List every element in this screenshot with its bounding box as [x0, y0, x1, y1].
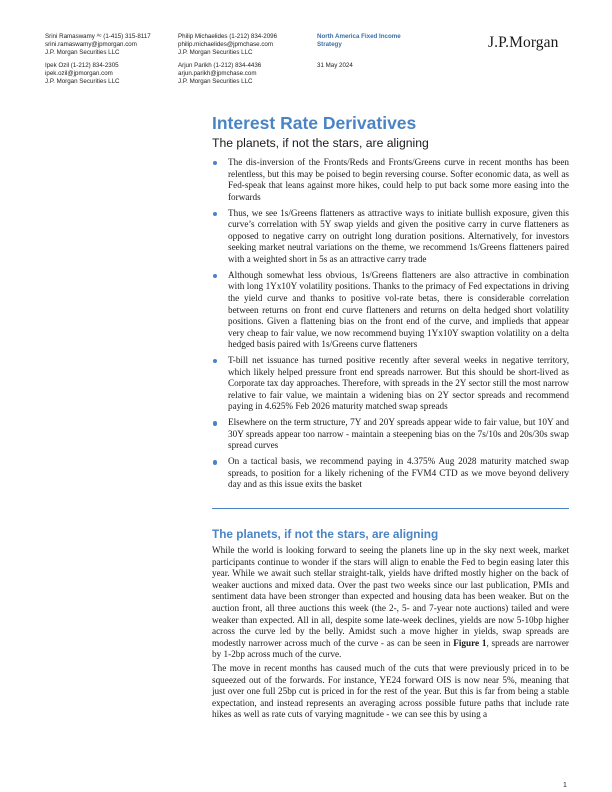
bullet-dot-icon — [213, 359, 217, 363]
author-block-left — [45, 33, 175, 87]
bullet-text: Although somewhat less obvious, 1s/Greens flatteners are also attractive in combination with long 1Yx10Y volatility positions. Thanks to the primacy of Fed expectations in driving the yield curve and thanks to positive vol-rate betas, there is considerable correlation between returns on front end curve flatteners and returns on delta hedged short volatility positions. Given a flattening bias on the front end of the curve, and implieds that appear very cheap to fair value, we now recommend buying 1Yx10Y swaption volatility on a delta hedged basis paired with 1s/Greens curve flatteners — [228, 269, 569, 350]
author-name-phone: Ipek Ozil (1-212) 834-2305 — [45, 62, 119, 70]
bullet-dot-icon — [213, 421, 217, 425]
publication-block — [317, 33, 447, 70]
figure-reference-link[interactable]: Figure 1 — [453, 637, 487, 648]
section-divider — [212, 508, 569, 509]
author-firm: J.P. Morgan Securities LLC — [178, 49, 253, 57]
summary-bullet — [212, 355, 569, 413]
jpmorgan-logo: J.P.Morgan — [488, 34, 559, 51]
publication-date: 31 May 2024 — [317, 62, 353, 70]
author-email[interactable]: srini.ramaswamy@jpmorgan.com — [45, 41, 137, 49]
bullet-text: Thus, we see 1s/Greens flatteners as attractive ways to initiate bullish exposure, given this curve’s correlation with 5Y swap yields and given the positive carry in curve flatteners as opposed to negative carry on outright long duration positions. Alternatively, for investors seeking market neutral variations on the theme, we recommend 1s/Greens flatteners paired with a weighted short in 5s as an attractive carry trade — [228, 207, 569, 264]
author-email[interactable]: philip.michaelides@jpmchase.com — [178, 41, 274, 49]
report-subtitle: The planets, if not the stars, are aligning — [212, 136, 429, 150]
bullet-text: On a tactical basis, we recommend paying in 4.375% Aug 2028 maturity matched swap spreads, to position for a likely richening of the FVM4 CTD as we move beyond delivery day and as this issue exits the basket — [228, 456, 569, 490]
bullet-text: Elsewhere on the term structure, 7Y and 20Y spreads appear wide to fair value, but 10Y and 30Y spreads appear too narrow - maintain a steepening bias on the 7s/10s and 20s/30s swap spread curves — [228, 417, 569, 451]
author-block-middle — [178, 33, 318, 87]
bullet-text: T-bill net issuance has turned positive recently after several weeks in negative territory, which likely helped pressure front end spreads narrower. But this should be short-lived as Corporate tax day approaches. Therefore, with spreads in the 2Y sector still the most narrow relative to fair value, we maintain a widening bias on 2Y sector spreads and recommend paying in 4.625% Feb 2026 maturity matched swap spreads — [228, 355, 569, 412]
summary-bullet — [212, 417, 569, 452]
summary-bullet — [212, 157, 569, 203]
author-firm: J.P. Morgan Securities LLC — [178, 78, 253, 86]
body-paragraph: The move in recent months has caused much of the cuts that were previously priced in to be squeezed out of the forwards. For instance, YE24 forward OIS is now near 5%, meaning that just over one full 25bp cut is priced in for the rest of the year. But this is far from being a stable expectation, and instead represents an averaging across possible future paths that include rate hikes as well as rate cuts of varying magnitude - we can see this by using a — [212, 663, 569, 720]
summary-bullet — [212, 456, 569, 491]
author-firm: J.P. Morgan Securities LLC — [45, 49, 120, 57]
author-name-phone: Srini Ramaswamy ᴬᶜ (1-415) 315-8117 — [45, 33, 151, 40]
section-heading: The planets, if not the stars, are aligning — [212, 527, 439, 541]
summary-bullet — [212, 270, 569, 351]
bullet-dot-icon — [213, 460, 217, 464]
bullet-dot-icon — [213, 274, 217, 278]
publication-name-cont: Strategy — [317, 41, 342, 49]
summary-bullets — [212, 157, 569, 495]
summary-bullet — [212, 208, 569, 266]
author-firm: J.P. Morgan Securities LLC — [45, 78, 120, 86]
publication-name: North America Fixed Income — [317, 33, 401, 40]
bullet-dot-icon — [213, 212, 217, 216]
author-email[interactable]: arjun.parikh@jpmchase.com — [178, 70, 257, 78]
report-title: Interest Rate Derivatives — [212, 113, 417, 133]
author-name-phone: Arjun Parikh (1-212) 834-4436 — [178, 62, 262, 70]
bullet-dot-icon — [213, 161, 217, 165]
body-paragraph — [212, 545, 569, 661]
paragraph-text: While the world is looking forward to seeing the planets line up in the sky next week, market participants continue to wonder if the stars will align to enable the Fed to begin easing later this year. While we await such stellar straight-talk, yields have drifted mostly higher on the back of weaker auctions and mixed data. Over the past two weeks since our last publication, PMIs and sentiment data have been stronger than expected and housing data has been weaker. But on the auction front, all three auctions this week (the 2-, 5- and 7-year note auctions) tailed and were weaker than expected. All in all, despite some late-week declines, yields are now 5-10bp higher across the curve led by the belly. Amidst such a move higher in yields, swap spreads are modestly narrower across much of the curve - as can be seen in — [212, 545, 569, 648]
author-email[interactable]: ipek.ozil@jpmorgan.com — [45, 70, 113, 78]
bullet-text: The dis-inversion of the Fronts/Reds and Fronts/Greens curve in recent months has been relentless, but this may be poised to begin reversing course. Softer economic data, as well as Fed-speak that leans against more hikes, could help to put back some more easing into the forwards — [228, 157, 569, 202]
page-number: 1 — [563, 782, 567, 789]
paragraph-text-cont: , spreads are narrower by 1-2bp across much of the curve. — [212, 637, 569, 660]
author-name-phone: Philip Michaelides (1-212) 834-2096 — [178, 33, 278, 40]
